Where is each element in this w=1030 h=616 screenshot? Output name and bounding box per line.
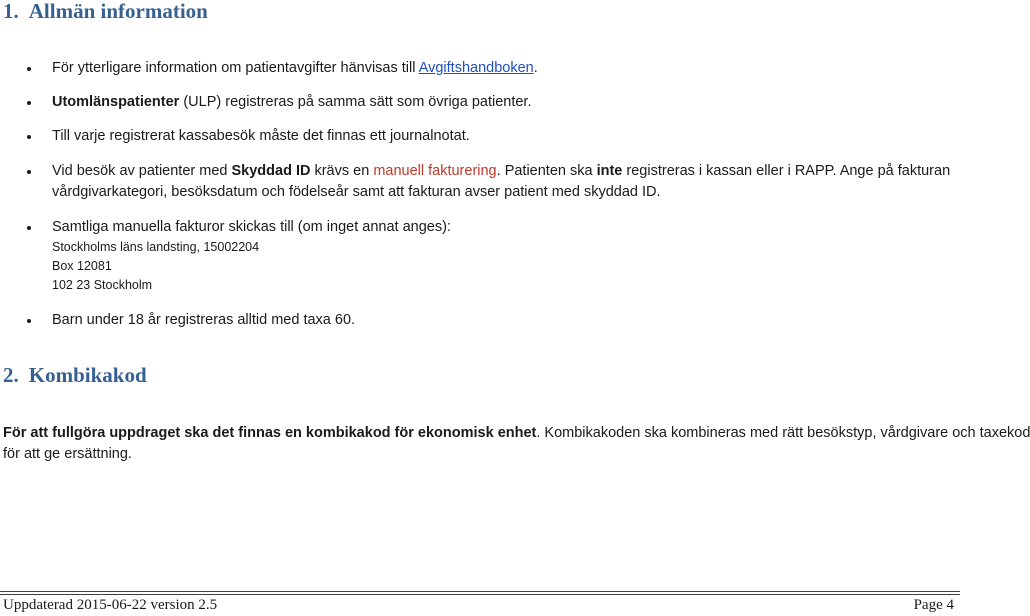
list-item-text: Till varje registrerat kassabesök måste det finnas ett journalnotat. xyxy=(52,128,470,144)
list-item-bold: Skyddad ID xyxy=(231,163,311,179)
list-item-text: vårdgivarkategori, besöksdatum och födelseår samt att fakturan avser patient med skyddad ID. xyxy=(52,184,661,200)
section-title: Allmän information xyxy=(28,0,208,23)
footer-divider xyxy=(0,594,960,595)
paragraph-bold: För att fullgöra uppdraget ska det finnas en kombikakod för ekonomisk enhet xyxy=(3,425,537,441)
list-item-continuation xyxy=(52,182,661,203)
list-item-text: . xyxy=(533,60,538,76)
list-item-text: krävs en xyxy=(310,163,374,179)
footer-updated-text: Uppdaterad 2015-06-22 version 2.5 xyxy=(3,597,218,613)
list-item-bold: Utomlänspatienter xyxy=(52,94,180,110)
section-number: 1. xyxy=(3,0,19,23)
section-heading-2 xyxy=(3,363,147,388)
list-item xyxy=(52,58,538,79)
list-item-text: Samtliga manuella fakturor skickas till (om inget annat anges): xyxy=(52,219,451,235)
list-item xyxy=(52,161,950,182)
address-line: 102 23 Stockholm xyxy=(52,278,153,292)
list-item-text: Vid besök av patienter med xyxy=(52,163,232,179)
paragraph xyxy=(3,423,1030,444)
paragraph-text: . Kombikakoden ska kombineras med rätt besökstyp, vårdgivare och taxekod xyxy=(536,425,1030,441)
paragraph-continuation xyxy=(3,444,132,465)
address-line: Box 12081 xyxy=(52,259,112,273)
list-item-text: registreras i kassan eller i RAPP. Ange på fakturan xyxy=(622,163,951,179)
list-item xyxy=(52,217,451,238)
footer-divider xyxy=(0,591,960,592)
list-item-text: (ULP) registreras på samma sätt som övriga patienter. xyxy=(179,94,532,110)
list-item xyxy=(52,310,355,331)
list-item-bold: inte xyxy=(596,163,623,179)
list-item-text: För ytterligare information om patientavgifter hänvisas till xyxy=(52,60,419,76)
address-line: Stockholms läns landsting, 15002204 xyxy=(52,240,260,254)
avgiftshandboken-link[interactable]: Avgiftshandboken xyxy=(418,60,534,76)
highlight-text: manuell fakturering xyxy=(373,163,497,179)
section-title: Kombikakod xyxy=(28,363,147,387)
list-item xyxy=(52,92,531,113)
list-item-text: . Patienten ska xyxy=(496,163,597,179)
page-number: Page 4 xyxy=(913,597,954,613)
list-item xyxy=(52,126,470,147)
paragraph-text: för att ge ersättning. xyxy=(3,446,132,462)
section-heading-1 xyxy=(3,0,208,24)
section-number: 2. xyxy=(3,363,19,387)
list-item-text: Barn under 18 år registreras alltid med taxa 60. xyxy=(52,312,356,328)
